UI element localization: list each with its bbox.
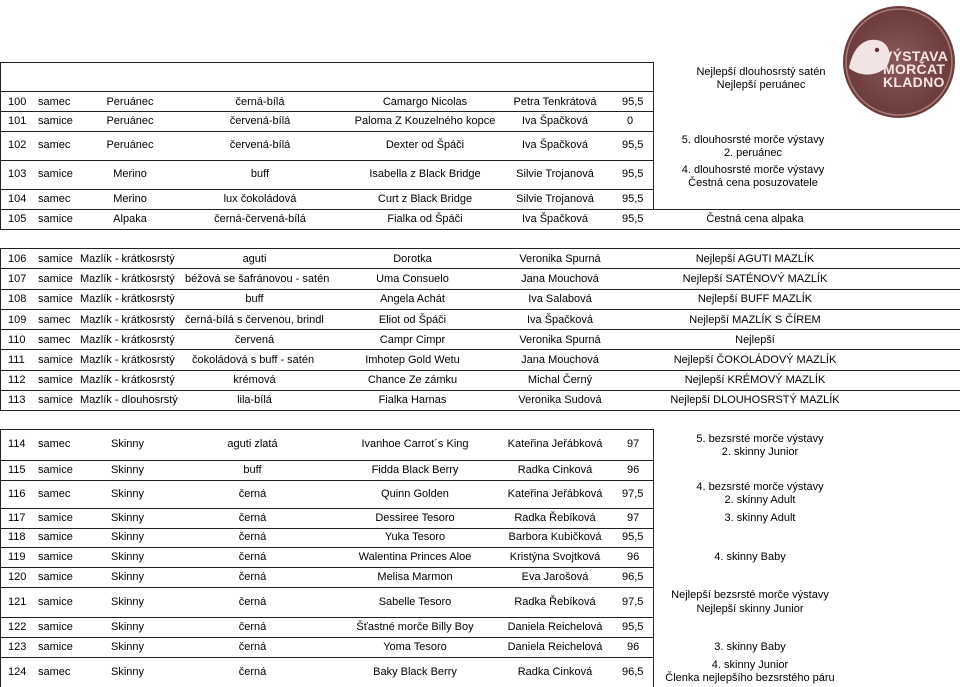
cell-score: 96,5	[622, 666, 644, 678]
cell-owner: Iva Špačková	[526, 314, 594, 326]
cell-name: Sabelle Tesoro	[378, 596, 452, 608]
cell-owner: Radka Cinková	[517, 666, 593, 678]
cell-color: červená	[234, 334, 275, 346]
cell-owner: Daniela Reichelová	[507, 621, 603, 633]
cell-score: 96	[627, 464, 640, 476]
cell-breed: Skinny	[110, 438, 145, 450]
cell-sex: samice	[38, 168, 73, 180]
cell-color: černá	[238, 571, 267, 583]
cell-name: Uma Consuelo	[376, 273, 449, 285]
cell-name: Fidda Black Berry	[371, 464, 459, 476]
cell-breed: Mazlík - krátkosrstý	[80, 273, 175, 285]
cell-color: černá	[238, 531, 267, 543]
award-text: Nejlepší skinny Junior	[696, 603, 804, 615]
cell-breed: Peruánec	[106, 96, 154, 108]
table-border	[0, 160, 653, 161]
table-border	[0, 617, 653, 618]
cell-owner: Iva Špačková	[521, 213, 589, 225]
award-text: Čestná cena alpaka	[706, 213, 804, 225]
cell-no: 124	[8, 666, 27, 678]
table-border	[0, 229, 960, 230]
cell-score: 95,5	[622, 193, 644, 205]
cell-no: 118	[8, 531, 26, 543]
table-border	[0, 429, 1, 687]
cell-sex: samice	[38, 394, 73, 406]
cell-no: 116	[8, 488, 26, 500]
cell-sex: samec	[38, 666, 71, 678]
cell-score: 0	[627, 115, 634, 127]
cell-sex: samice	[38, 213, 73, 225]
cell-breed: Mazlík - dlouhosrstý	[80, 394, 178, 406]
table-border	[0, 309, 960, 310]
cell-no: 102	[8, 139, 27, 151]
cell-no: 117	[8, 512, 26, 524]
cell-no: 104	[8, 193, 27, 205]
cell-color: černá	[238, 596, 267, 608]
cell-award: Nejlepší ČOKOLÁDOVÝ MAZLÍK	[673, 354, 837, 366]
table-border	[0, 268, 960, 269]
cell-sex: samec	[38, 193, 71, 205]
table-border	[0, 410, 960, 411]
award-text: 4. bezsrsté morče výstavy	[696, 481, 824, 493]
table-border	[0, 349, 960, 350]
table-border	[0, 209, 960, 210]
cell-breed: Skinny	[110, 531, 145, 543]
cell-name: Dessiree Tesoro	[375, 512, 455, 524]
cell-owner: Radka Řebíková	[514, 596, 596, 608]
cell-award: Nejlepší SATÉNOVÝ MAZLÍK	[682, 273, 828, 285]
cell-no: 108	[8, 293, 27, 305]
cell-no: 101	[8, 115, 27, 127]
cell-owner: Michal Černý	[527, 374, 593, 386]
cell-award: Nejlepší AGUTI MAZLÍK	[695, 253, 815, 265]
award-text: Nejlepší dlouhosrstý satén	[696, 66, 826, 78]
cell-sex: samice	[38, 571, 73, 583]
cell-no: 115	[8, 464, 26, 476]
cell-breed: Skinny	[110, 551, 145, 563]
cell-color: čokoládová s buff - satén	[192, 354, 315, 366]
table-border	[0, 131, 653, 132]
cell-name: Dorotka	[393, 253, 432, 265]
cell-sex: samice	[38, 641, 73, 653]
cell-award: Nejlepší DLOUHOSRSTÝ MAZLÍK	[670, 394, 840, 406]
cell-owner: Silvie Trojanová	[516, 193, 594, 205]
cell-no: 111	[8, 354, 25, 366]
cell-breed: Skinny	[110, 571, 145, 583]
table-border	[0, 567, 653, 568]
table-border	[0, 62, 1, 229]
table-border	[0, 248, 960, 249]
cell-sex: samec	[38, 488, 71, 500]
award-text: 2. skinny Junior	[721, 446, 799, 458]
table-border	[0, 657, 653, 658]
cell-name: Dexter od Špáči	[385, 139, 465, 151]
award-text: 4. skinny Baby	[714, 551, 786, 563]
cell-sex: samec	[38, 438, 71, 450]
cell-score: 95,5	[622, 621, 644, 633]
cell-sex: samice	[38, 621, 73, 633]
cell-name: Paloma Z Kouzelného kopce	[354, 115, 496, 127]
cell-breed: Peruánec	[106, 115, 154, 127]
cell-no: 114	[8, 438, 26, 450]
table-border	[0, 370, 960, 371]
cell-breed: Mazlík - krátkosrstý	[80, 334, 175, 346]
cell-no: 121	[8, 596, 27, 608]
table-border	[0, 460, 653, 461]
cell-sex: samec	[38, 334, 71, 346]
cell-color: buff	[245, 293, 264, 305]
cell-owner: Jana Mouchová	[521, 273, 599, 285]
cell-owner: Iva Špačková	[521, 139, 589, 151]
cell-owner: Petra Tenkrátová	[513, 96, 597, 108]
cell-owner: Veronika Spurná	[519, 253, 601, 265]
cell-breed: Skinny	[110, 596, 145, 608]
cell-color: černá	[238, 666, 267, 678]
cell-breed: Skinny	[110, 512, 145, 524]
cell-sex: samice	[38, 253, 73, 265]
cell-score: 95,5	[622, 168, 644, 180]
cell-sex: samice	[38, 273, 73, 285]
table-border	[0, 111, 653, 112]
cell-color: buff	[243, 464, 262, 476]
cell-name: Šťastné morče Billy Boy	[356, 621, 474, 633]
cell-name: Camargo Nicolas	[382, 96, 468, 108]
cell-name: Quinn Golden	[381, 488, 449, 500]
cell-name: Yuka Tesoro	[384, 531, 446, 543]
cell-no: 106	[8, 253, 27, 265]
logo-text	[883, 50, 955, 89]
award-text: Nejlepší bezsrsté morče výstavy	[671, 589, 829, 601]
cell-no: 110	[8, 334, 26, 346]
cell-name: Isabella z Black Bridge	[369, 168, 481, 180]
cell-no: 122	[8, 621, 27, 633]
cell-name: Melisa Marmon	[377, 571, 453, 583]
logo-line: MORČAT	[883, 61, 946, 77]
cell-name: Fialka od Špáči	[387, 213, 463, 225]
cell-color: červená-bílá	[229, 115, 291, 127]
cell-breed: Alpaka	[113, 213, 147, 225]
cell-owner: Kateřina Jeřábková	[507, 488, 603, 500]
cell-award: Nejlepší BUFF MAZLÍK	[697, 293, 813, 305]
cell-sex: samice	[38, 551, 73, 563]
table-border	[0, 91, 653, 92]
cell-name: Imhotep Gold Wetu	[365, 354, 460, 366]
cell-owner: Iva Špačková	[521, 115, 589, 127]
cell-sex: samice	[38, 354, 73, 366]
cell-score: 97,5	[622, 488, 644, 500]
award-text: Čestná cena posuzovatele	[688, 177, 818, 189]
cell-owner: Barbora Kubičková	[508, 531, 602, 543]
cell-no: 103	[8, 168, 27, 180]
cell-sex: samice	[38, 115, 73, 127]
cell-breed: Skinny	[110, 666, 145, 678]
cell-sex: samice	[38, 531, 73, 543]
logo-line: KLADNO	[883, 74, 945, 90]
cell-score: 97	[627, 438, 640, 450]
cell-score: 97	[627, 512, 640, 524]
award-text: Členka nejlepšího bezsrstého páru	[665, 672, 835, 684]
cell-color: černá	[238, 641, 267, 653]
cell-breed: Mazlík - krátkosrstý	[80, 253, 175, 265]
cell-owner: Iva Salabová	[528, 293, 592, 305]
cell-breed: Skinny	[110, 621, 145, 633]
award-text: 4. dlouhosrsté morče výstavy	[681, 164, 825, 176]
award-text: 2. peruánec	[723, 147, 783, 159]
table-border	[653, 429, 654, 687]
cell-name: Ivanhoe Carrot´s King	[361, 438, 469, 450]
cell-sex: samice	[38, 512, 73, 524]
cell-award: Nejlepší KRÉMOVÝ MAZLÍK	[684, 374, 826, 386]
cell-score: 95,5	[622, 213, 644, 225]
cell-score: 95,5	[622, 139, 644, 151]
logo-line: VÝSTAVA	[883, 48, 949, 64]
table-border	[0, 480, 653, 481]
cell-name: Baky Black Berry	[373, 666, 457, 678]
table-border	[0, 587, 653, 588]
cell-sex: samec	[38, 139, 71, 151]
cell-score: 97,5	[622, 596, 644, 608]
award-text: 3. skinny Baby	[714, 641, 786, 653]
cell-owner: Veronika Sudová	[518, 394, 602, 406]
cell-color: lux čokoládová	[223, 193, 297, 205]
cell-color: krémová	[233, 374, 276, 386]
cell-owner: Eva Jarošová	[521, 571, 589, 583]
cell-breed: Peruánec	[106, 139, 154, 151]
cell-owner: Kristýna Svojtková	[509, 551, 601, 563]
table-border	[0, 637, 653, 638]
cell-breed: Skinny	[110, 488, 145, 500]
cell-color: červená-bílá	[229, 139, 291, 151]
cell-color: béžová se šafránovou - satén	[185, 273, 330, 285]
cell-color: černá	[238, 621, 267, 633]
table-border	[0, 189, 653, 190]
cell-no: 107	[8, 273, 27, 285]
award-text: 4. skinny Junior	[711, 659, 789, 671]
cell-color: aguti	[242, 253, 267, 265]
cell-owner: Veronika Spurná	[519, 334, 601, 346]
award-text: 2. skinny Adult	[724, 494, 796, 506]
award-text: 5. bezsrsté morče výstavy	[696, 433, 824, 445]
cell-name: Curt z Black Bridge	[377, 193, 473, 205]
cell-score: 95,5	[622, 531, 644, 543]
cell-no: 105	[8, 213, 27, 225]
table-border	[0, 508, 653, 509]
cell-sex: samec	[38, 96, 71, 108]
cell-no: 120	[8, 571, 27, 583]
cell-color: černá-červená-bílá	[214, 213, 306, 225]
cell-name: Eliot od Špáči	[378, 314, 447, 326]
award-text: 3. skinny Adult	[724, 512, 796, 524]
table-border	[0, 390, 960, 391]
cell-color: černá	[238, 488, 267, 500]
table-border	[0, 429, 653, 430]
cell-name: Chance Ze zámku	[367, 374, 458, 386]
cell-breed: Mazlík - krátkosrstý	[80, 314, 175, 326]
cell-owner: Kateřina Jeřábková	[507, 438, 603, 450]
cell-sex: samice	[38, 374, 73, 386]
cell-color: lila-bílá	[237, 394, 272, 406]
cell-color: buff	[250, 168, 270, 180]
cell-breed: Mazlík - krátkosrstý	[80, 374, 175, 386]
cell-breed: Skinny	[110, 641, 145, 653]
cell-breed: Merino	[113, 193, 147, 205]
cell-name: Fialka Harnas	[378, 394, 447, 406]
cell-owner: Radka Cinková	[517, 464, 593, 476]
cell-breed: Mazlík - krátkosrstý	[80, 354, 175, 366]
cell-color: aguti zlatá	[227, 438, 278, 450]
cell-award: Nejlepší	[735, 334, 775, 346]
cell-no: 109	[8, 314, 27, 326]
cell-color: černá-bílá	[235, 96, 285, 108]
cell-name: Yoma Tesoro	[383, 641, 447, 653]
cell-score: 96	[627, 551, 640, 563]
cell-sex: samice	[38, 596, 73, 608]
table-border	[653, 62, 654, 210]
cell-no: 113	[8, 394, 26, 406]
table-border	[0, 528, 653, 529]
show-logo	[843, 6, 955, 118]
cell-score: 96,5	[622, 571, 644, 583]
table-border	[0, 289, 960, 290]
cell-no: 123	[8, 641, 27, 653]
award-text: Nejlepší peruánec	[716, 79, 806, 91]
cell-no: 112	[8, 374, 26, 386]
cell-breed: Merino	[113, 168, 147, 180]
cell-breed: Skinny	[110, 464, 145, 476]
cell-score: 95,5	[622, 96, 644, 108]
cell-color: černá-bílá s červenou, brindl	[185, 314, 324, 326]
award-text: 5. dlouhosrsté morče výstavy	[681, 134, 825, 146]
cell-award: Nejlepší MAZLÍK S ČÍREM	[689, 314, 821, 326]
cell-score: 96	[627, 641, 640, 653]
cell-owner: Radka Řebíková	[514, 512, 596, 524]
cell-no: 100	[8, 96, 27, 108]
table-border	[0, 547, 653, 548]
cell-owner: Jana Mouchová	[521, 354, 599, 366]
table-border	[0, 329, 960, 330]
cell-owner: Silvie Trojanová	[516, 168, 594, 180]
cell-breed: Mazlík - krátkosrstý	[80, 293, 175, 305]
cell-sex: samec	[38, 314, 71, 326]
cell-sex: samice	[38, 464, 73, 476]
cell-name: Walentina Princes Aloe	[358, 551, 472, 563]
table-border	[0, 62, 653, 63]
cell-owner: Daniela Reichelová	[507, 641, 603, 653]
cell-name: Campr Cimpr	[379, 334, 446, 346]
cell-color: černá	[238, 551, 267, 563]
cell-no: 119	[8, 551, 26, 563]
cell-color: černá	[238, 512, 267, 524]
cell-name: Angela Achát	[380, 293, 445, 305]
cell-sex: samice	[38, 293, 73, 305]
